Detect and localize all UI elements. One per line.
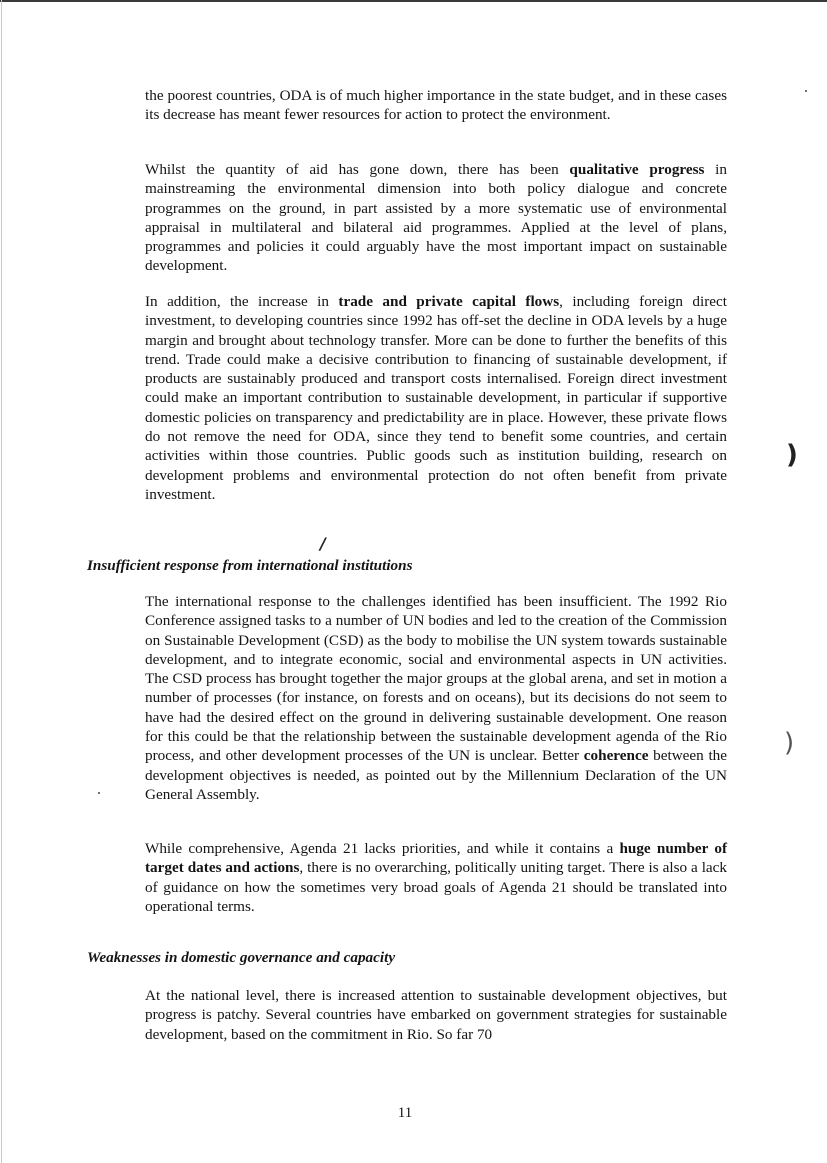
top-border-rule: [0, 0, 827, 2]
scan-speck-icon: [98, 792, 100, 794]
paragraph-international-response: [145, 592, 727, 804]
emphasis-target-dates: huge number of target dates and actions: [145, 840, 728, 877]
emphasis-qualitative-progress: qualitative progress: [569, 161, 705, 178]
paragraph-text: , including foreign direct investment, to developing countries since 1992 has off-set the decline in ODA levels by a huge margin and brought about technology transfer. More can be done to further the benefits of this trend. Trade could make a decisive contribution to financing of sustainable development, if products are sustainably produced and transport costs internalised. Foreign direct investment could make an important contribution to sustainable development, in particular if supportive domestic policies on transparency and predictability are in place. However, these private flows do not remove the need for ODA, since they tend to benefit some countries, and certain activities within those countries. Public goods such as institution building, research on development problems and environmental protection do not often benefit from private investment.: [145, 293, 727, 503]
left-border-rule: [1, 0, 2, 1163]
ink-mark-icon: /: [320, 534, 326, 553]
paragraph-text: The international response to the challenges identified has been insufficient. The 1992 Rio Conference assigned tasks to a number of UN bodies and led to the creation of the Commission on Sustainable Development (CSD) as the body to mobilise the UN system towards sustainable development, and to integrate economic, social and environmental aspects in UN activities. The CSD process has brought together the major groups at the global arena, and set in motion a number of processes (for instance, on forests and on oceans), but its decisions do not seem to have had the desired effect on the ground in delivering sustainable development. One reason for this could be that the relationship between the sustainable development agenda of the Rio process, and other development processes of the UN is unclear. Better: [145, 593, 727, 765]
scan-speck-icon: [805, 90, 807, 92]
section-heading-domestic-governance: Weaknesses in domestic governance and capacity: [87, 949, 396, 966]
emphasis-trade-capital-flows: trade and private capital flows: [338, 293, 560, 310]
emphasis-coherence: coherence: [583, 747, 649, 765]
paragraph-text: In addition, the increase in: [145, 293, 339, 310]
paragraph-trade-capital-flows: [145, 292, 727, 504]
paragraph-oda-importance: the poorest countries, ODA is of much higher importance in the state budget, and in these cases its decrease has meant fewer resources for action to protect the environment.: [145, 87, 727, 124]
paragraph-qualitative-progress: [145, 160, 727, 276]
paragraph-national-level: At the national level, there is increased attention to sustainable development objectives, but progress is patchy. Several countries have embarked on government strategies for sustainable development, based on the commitment in Rio. So far 70: [145, 987, 727, 1043]
paragraph-agenda-21: [145, 839, 727, 916]
paragraph-text: in mainstreaming the environmental dimension into both policy dialogue and concrete programmes on the ground, in part assisted by a more systematic use of environmental appraisal in multilateral and bilateral aid programmes. Applied at the level of plans, programmes and policies it could arguably have the most important impact on sustainable development.: [145, 161, 727, 275]
binder-hole-mark-icon: ): [784, 728, 795, 758]
paragraph-text: between the development objectives is needed, as pointed out by the Millennium Declaration of the UN General Assembly.: [145, 747, 727, 803]
paragraph-text: While comprehensive, Agenda 21 lacks priorities, and while it contains a: [145, 840, 620, 857]
page-number: 11: [397, 1105, 413, 1121]
binder-hole-mark-icon: ): [786, 440, 798, 470]
paragraph-text: , there is no overarching, politically uniting target. There is also a lack of guidance on how the sometimes very broad goals of Agenda 21 should be translated into operational terms.: [145, 859, 727, 915]
section-heading-international-institutions: Insufficient response from international institutions: [87, 557, 413, 574]
paragraph-text: Whilst the quantity of aid has gone down, there has been: [145, 161, 570, 178]
